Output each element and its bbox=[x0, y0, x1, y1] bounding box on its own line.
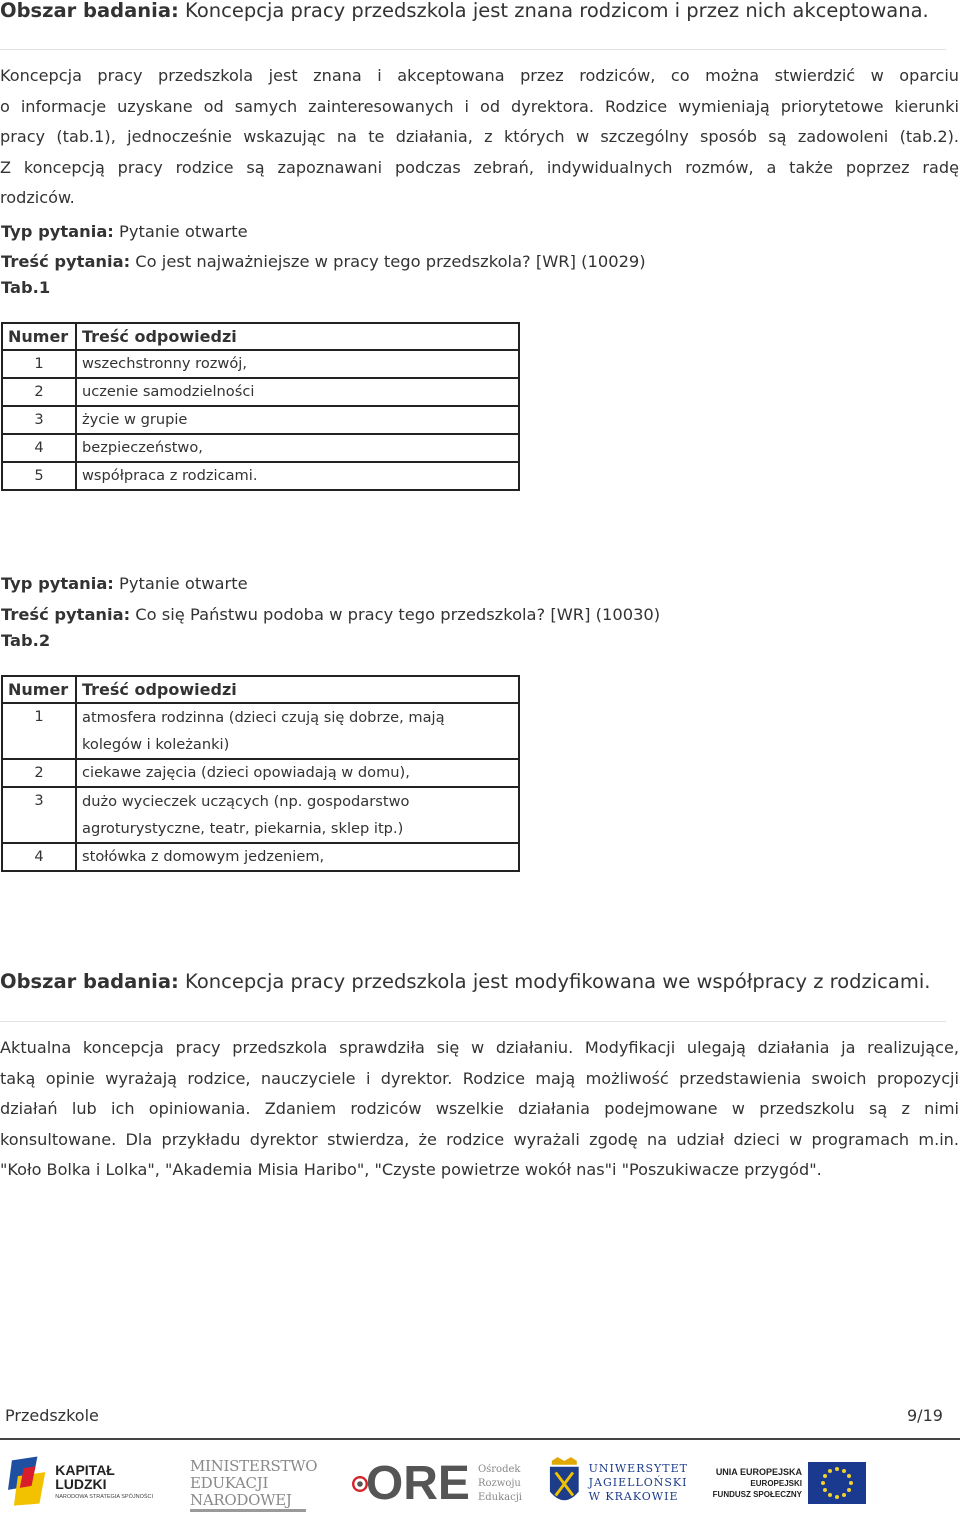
kapital-title: KAPITAŁ LUDZKI bbox=[55, 1462, 115, 1493]
uj-line: JAGIELLOŃSKI bbox=[588, 1476, 688, 1489]
uj-line: UNIWERSYTET bbox=[588, 1462, 688, 1475]
ore-line: Ośrodek bbox=[477, 1464, 521, 1475]
row-answer: życie w grupie bbox=[76, 406, 519, 434]
page-number: 9/19 bbox=[907, 1406, 943, 1425]
section-title-2 bbox=[0, 969, 930, 995]
header-answer: Treść odpowiedzi bbox=[76, 323, 519, 350]
section-label: Obszar badania: bbox=[0, 0, 179, 22]
question-type-value: Pytanie otwarte bbox=[119, 222, 248, 241]
uj-crest-icon bbox=[548, 1454, 581, 1512]
kapital-subtitle: NARODOWA STRATEGIA SPÓJNOŚCI bbox=[55, 1494, 154, 1501]
row-num: 3 bbox=[2, 787, 76, 843]
header-answer: Treść odpowiedzi bbox=[76, 676, 519, 703]
row-num: 4 bbox=[2, 843, 76, 871]
question-content bbox=[1, 604, 660, 626]
answer-line: kolegów i koleżanki) bbox=[82, 736, 230, 753]
eu-line: EUROPEJSKI bbox=[750, 1478, 802, 1488]
header-num: Numer bbox=[2, 676, 76, 703]
footer-divider bbox=[0, 1438, 960, 1440]
answer-line: atmosfera rodzinna (dzieci czują się dobrze, mają bbox=[82, 709, 445, 726]
header-num: Numer bbox=[2, 323, 76, 350]
paragraph-line: taką opinie wyrażają rodzice, nauczyciele i dyrektor. Rodzice mają możliwość przedstawienia swoich propozycji bbox=[0, 1068, 959, 1088]
row-answer: bezpieczeństwo, bbox=[76, 434, 519, 462]
row-answer: ciekawe zajęcia (dzieci opowiadają w domu), bbox=[76, 759, 519, 787]
row-answer bbox=[76, 703, 519, 759]
men-logo bbox=[190, 1457, 318, 1516]
footer-doc-name: Przedszkole bbox=[5, 1406, 99, 1425]
paragraph-line: o informacje uzyskane od samych zainteresowanych i od dyrektora. Rodzice wymieniają priorytetowe kierunki bbox=[0, 96, 959, 116]
table-row bbox=[2, 843, 519, 871]
table-header-row bbox=[2, 676, 519, 703]
paragraph-line: Z koncepcją pracy rodzice są zapoznawani podczas zebrań, indywidualnych rozmów, a także poprzez radę bbox=[0, 157, 959, 177]
answers-table-2 bbox=[1, 675, 520, 872]
ore-line: Rozwoju bbox=[477, 1478, 521, 1489]
paragraph-line: pracy (tab.1), jednocześnie wskazując na te działania, z których w szczególny sposób są zadowoleni (tab.2). bbox=[0, 127, 959, 146]
row-num: 1 bbox=[2, 703, 76, 759]
paragraph-line: "Koło Bolka i Lolka", "Akademia Misia Haribo", "Czyste powietrze wokół nas"i "Poszukiwacze przygód". bbox=[0, 1160, 822, 1179]
table-row bbox=[2, 434, 519, 462]
question-content bbox=[1, 251, 646, 273]
table-label: Tab.2 bbox=[1, 631, 51, 650]
question-content-value: Co jest najważniejsze w pracy tego przedszkola? [WR] (10029) bbox=[135, 252, 646, 271]
men-line: NARODOWEJ bbox=[190, 1491, 292, 1509]
section-title-text: Koncepcja pracy przedszkola jest modyfikowana we współpracy z rodzicami. bbox=[185, 970, 931, 993]
ore-mark: ORE bbox=[365, 1457, 470, 1510]
table-row bbox=[2, 406, 519, 434]
section-title-1 bbox=[0, 0, 929, 24]
answer-line: agroturystyczne, teatr, piekarnia, sklep itp.) bbox=[82, 820, 404, 837]
row-num: 2 bbox=[2, 759, 76, 787]
paragraph-line: Koncepcja pracy przedszkola jest znana i akceptowana przez rodziców, co można stwierdzić w oparciu bbox=[0, 66, 959, 85]
uj-logo bbox=[548, 1452, 688, 1514]
question-type-label: Typ pytania: bbox=[1, 574, 114, 593]
question-content-label: Treść pytania: bbox=[1, 605, 131, 624]
table-row bbox=[2, 462, 519, 490]
question-content-label: Treść pytania: bbox=[1, 252, 131, 271]
row-num: 2 bbox=[2, 378, 76, 406]
eu-logo bbox=[704, 1458, 874, 1508]
question-type bbox=[1, 573, 248, 595]
kapital-ludzki-logo bbox=[8, 1452, 168, 1512]
men-line: MINISTERSTWO bbox=[190, 1457, 318, 1475]
ore-line: Edukacji bbox=[477, 1492, 522, 1503]
question-type-label: Typ pytania: bbox=[1, 222, 114, 241]
table-row bbox=[2, 787, 519, 843]
ore-logo bbox=[352, 1456, 522, 1512]
question-type-value: Pytanie otwarte bbox=[119, 574, 248, 593]
paragraph-line: Aktualna koncepcja pracy przedszkola sprawdziła się w działaniu. Modyfikacji ulegają działania ja realizujące, bbox=[0, 1038, 959, 1057]
men-underline bbox=[190, 1509, 306, 1512]
row-num: 3 bbox=[2, 406, 76, 434]
eu-flag-icon bbox=[808, 1462, 866, 1504]
paragraph-line: rodziców. bbox=[0, 188, 75, 207]
eu-line: UNIA EUROPEJSKA bbox=[715, 1466, 802, 1477]
row-num: 4 bbox=[2, 434, 76, 462]
paragraph-1 bbox=[0, 61, 959, 214]
divider bbox=[0, 1021, 946, 1022]
table-row bbox=[2, 759, 519, 787]
uj-line: W KRAKOWIE bbox=[588, 1490, 679, 1503]
paragraph-2 bbox=[0, 1033, 959, 1186]
question-type bbox=[1, 221, 248, 243]
row-answer: stołówka z domowym jedzeniem, bbox=[76, 843, 519, 871]
table-row bbox=[2, 378, 519, 406]
table-label: Tab.1 bbox=[1, 278, 51, 297]
answers-table-1 bbox=[1, 322, 520, 491]
answer-line: dużo wycieczek uczących (np. gospodarstwo bbox=[82, 793, 410, 810]
section-label: Obszar badania: bbox=[0, 970, 179, 993]
section-title-text: Koncepcja pracy przedszkola jest znana rodzicom i przez nich akceptowana. bbox=[185, 0, 929, 22]
row-answer: wszechstronny rozwój, bbox=[76, 350, 519, 378]
paragraph-line: konsultowane. Dla przykładu dyrektor stwierdza, że rodzice wyrażali zgodę na udział dzieci w programach m.in. bbox=[0, 1129, 959, 1149]
men-line: EDUKACJI bbox=[190, 1474, 269, 1492]
paragraph-line: działań lub ich opiniowania. Zdaniem rodziców wszelkie działania podejmowane w przedszkolu są z nimi bbox=[0, 1099, 959, 1118]
row-answer bbox=[76, 787, 519, 843]
question-content-value: Co się Państwu podoba w pracy tego przedszkola? [WR] (10030) bbox=[135, 605, 661, 624]
row-answer: uczenie samodzielności bbox=[76, 378, 519, 406]
table-row bbox=[2, 703, 519, 759]
row-answer: współpraca z rodzicami. bbox=[76, 462, 519, 490]
kapital-ludzki-icon bbox=[8, 1456, 49, 1508]
row-num: 5 bbox=[2, 462, 76, 490]
table-header-row bbox=[2, 323, 519, 350]
table-row bbox=[2, 350, 519, 378]
divider bbox=[0, 49, 946, 50]
eu-line: FUNDUSZ SPOŁECZNY bbox=[712, 1489, 802, 1499]
row-num: 1 bbox=[2, 350, 76, 378]
